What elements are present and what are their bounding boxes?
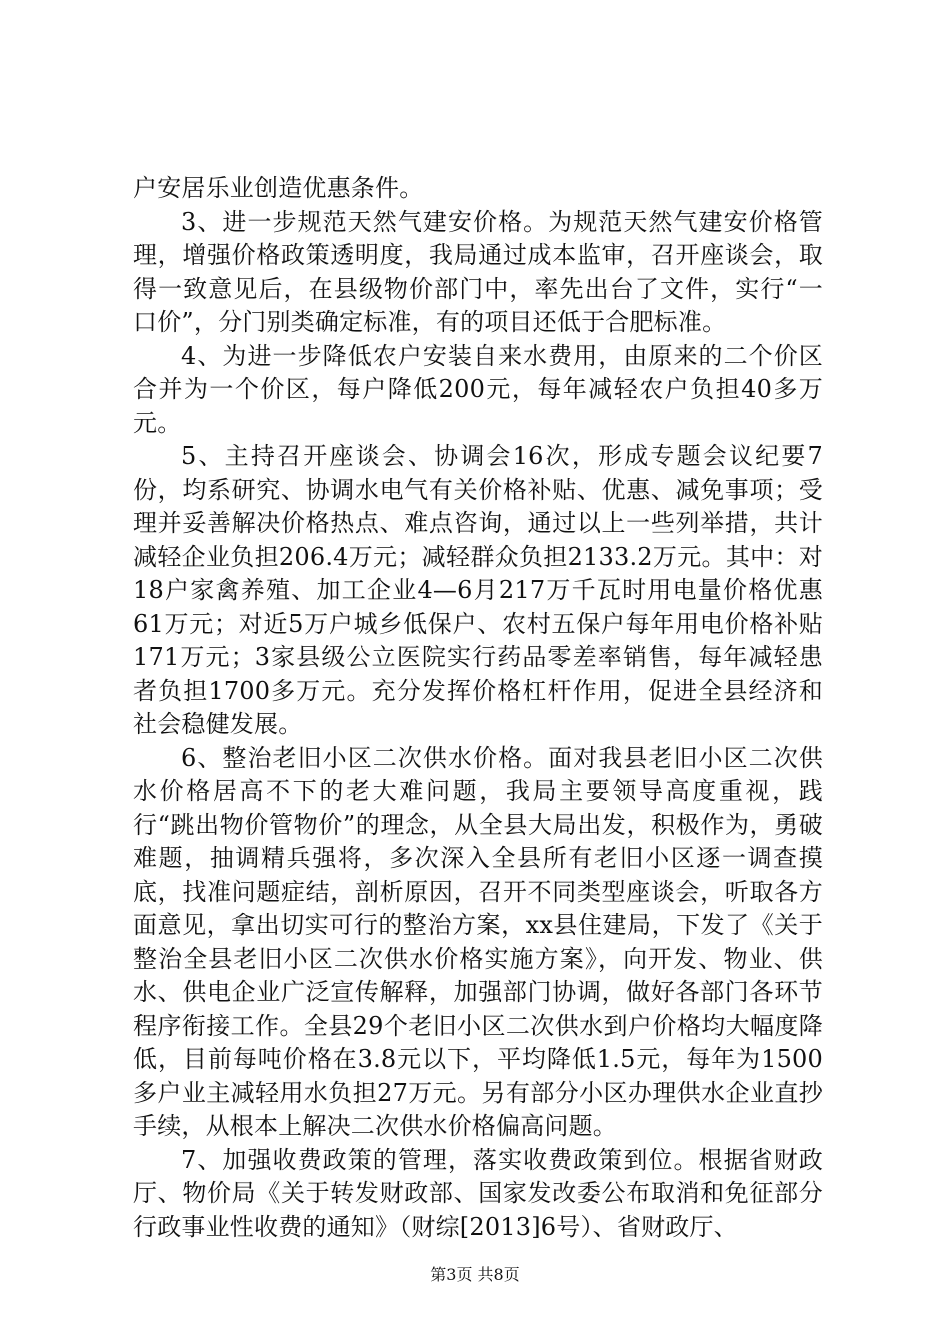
paragraph-item-7: 7、加强收费政策的管理，落实收费政策到位。根据省财政厅、物价局《关于转发财政部、国家发改委公布取消和免征部分行政事业性收费的通知》（财综[2013]6号）、省财政厅、 <box>133 1145 823 1241</box>
document-body <box>133 172 823 1244</box>
page-number-label: 第3页 共8页 <box>430 1265 520 1284</box>
paragraph-item-5: 5、主持召开座谈会、协调会16次，形成专题会议纪要7份，均系研究、协调水电气有关价格补贴、优惠、减免事项；受理并妥善解决价格热点、难点咨询，通过以上一些列举措，共计减轻企业负担206.4万元；减轻群众负担2133.2万元。其中：对18户家禽养殖、加工企业4—6月217万千瓦时用电量价格优惠61万元；对近5万户城乡低保户、农村五保户每年用电价格补贴171万元；3家县级公立医院实行药品零差率销售，每年减轻患者负担1700多万元。充分发挥价格杠杆作用，促进全县经济和社会稳健发展。 <box>133 442 823 738</box>
paragraph-continuation: 户安居乐业创造优惠条件。 <box>133 174 424 202</box>
paragraph-item-4: 4、为进一步降低农户安装自来水费用，由原来的二个价区合并为一个价区，每户降低200元，每年减轻农户负担40多万元。 <box>133 341 823 437</box>
paragraph-item-3: 3、进一步规范天然气建安价格。为规范天然气建安价格管理，增强价格政策透明度，我局通过成本监审，召开座谈会，取得一致意见后，在县级物价部门中，率先出台了文件，实行“一口价”，分门别类确定标准，有的项目还低于合肥标准。 <box>133 207 823 336</box>
page-footer <box>0 1264 950 1286</box>
paragraph-item-6: 6、整治老旧小区二次供水价格。面对我县老旧小区二次供水价格居高不下的老大难问题，我局主要领导高度重视，践行“跳出物价管物价”的理念，从全县大局出发，积极作为，勇破难题，抽调精兵强将，多次深入全县所有老旧小区逐一调查摸底，找准问题症结，剖析原因，召开不同类型座谈会，听取各方面意见，拿出切实可行的整治方案，xx县住建局，下发了《关于整治全县老旧小区二次供水价格实施方案》，向开发、物业、供水、供电企业广泛宣传解释，加强部门协调，做好各部门各环节程序衔接工作。全县29个老旧小区二次供水到户价格均大幅度降低，目前每吨价格在3.8元以下，平均降低1.5元，每年为1500多户业主减轻用水负担27万元。另有部分小区办理供水企业直抄手续，从根本上解决二次供水价格偏高问题。 <box>133 743 823 1140</box>
